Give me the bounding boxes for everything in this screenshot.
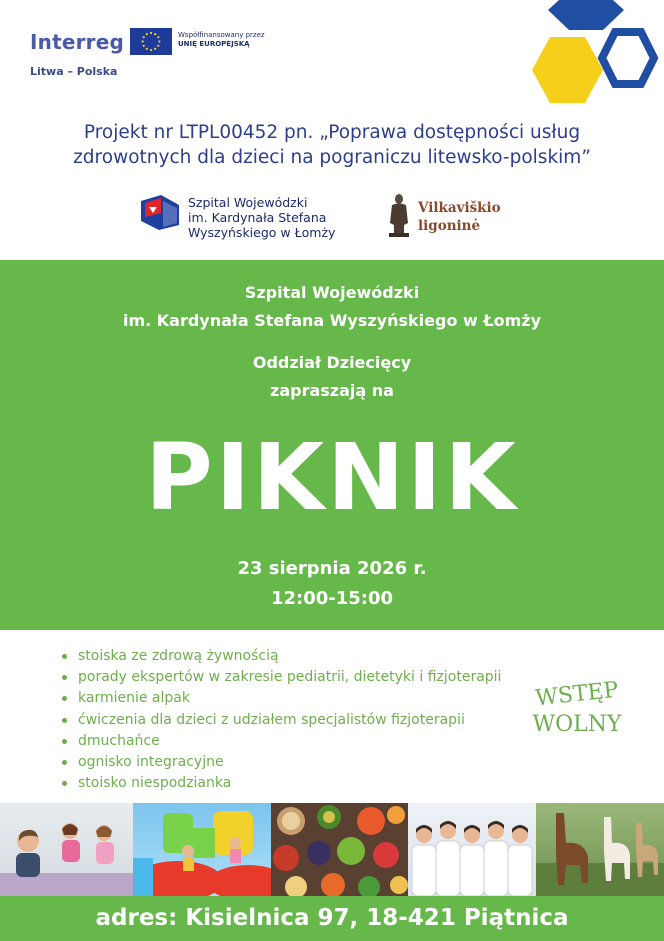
hexagon-decoration-icon: [515, 0, 664, 112]
bullet-icon: [62, 739, 67, 744]
bullet-icon: [62, 675, 67, 680]
department-name: Oddział Dziecięcy: [252, 353, 412, 372]
free-admission-line1: WSTĘP: [534, 677, 620, 712]
bullet-icon: [62, 781, 67, 786]
alpacas-photo: [536, 803, 664, 896]
hospital-logo-text: [188, 195, 335, 240]
hospital-logo-icon: [139, 193, 181, 231]
hospital-logo-line1: Szpital Wojewódzki: [188, 195, 308, 210]
project-title: [0, 120, 664, 170]
invite-text: zapraszają na: [270, 381, 394, 400]
bullet-icon: [62, 654, 67, 659]
interreg-logo: Interreg: [30, 30, 125, 54]
event-date: 23 sierpnia 2026 r.: [237, 558, 427, 579]
bullet-icon: [62, 760, 67, 765]
bullet-icon: [62, 718, 67, 723]
eu-flag-icon: [130, 28, 172, 55]
list-item: [62, 773, 501, 794]
organizer-line1: Szpital Wojewódzki: [244, 283, 420, 302]
healthy-food-photo: [271, 803, 408, 896]
invitation-panel: [0, 260, 664, 630]
medical-staff-photo: [408, 803, 536, 896]
list-item: [62, 710, 501, 731]
bullet-icon: [62, 696, 67, 701]
children-exercising-photo: [0, 803, 133, 896]
program-region: Litwa – Polska: [30, 65, 118, 78]
list-item-text: porady ekspertów w zakresie pediatrii, dietetyki i fizjoterapii: [78, 669, 502, 686]
organizer-line2: im. Kardynała Stefana Wyszyńskiego w Łomży: [122, 311, 542, 330]
vilkaviskis-hospital-logo: [418, 199, 501, 235]
photo-strip: [0, 803, 664, 896]
list-item-text: karmienie alpak: [78, 690, 190, 707]
vilkaviskis-line2: ligoninė: [418, 218, 481, 234]
event-address: adres: Kisielnica 97, 18-421 Piątnica: [95, 905, 569, 931]
vilkaviskis-line1: Vilkaviškio: [418, 200, 501, 216]
project-title-line1: Projekt nr LTPL00452 pn. „Poprawa dostępności usług: [83, 122, 581, 143]
vilkaviskis-statue-icon: [386, 193, 412, 237]
hospital-logo-line3: Wyszyńskiego w Łomży: [188, 225, 336, 240]
list-item-text: stoiska ze zdrową żywnością: [78, 648, 279, 664]
project-title-line2: zdrowotnych dla dzieci na pograniczu litewsko-polskim”: [73, 147, 591, 168]
list-item: [62, 646, 501, 667]
attractions-list: [62, 646, 501, 794]
event-time: 12:00-15:00: [270, 588, 394, 609]
list-item: [62, 688, 501, 709]
bouncy-castle-photo: [133, 803, 271, 896]
list-item-text: ćwiczenia dla dzieci z udziałem specjalistów fizjoterapii: [78, 711, 465, 728]
list-item: [62, 752, 501, 773]
list-item-text: ognisko integracyjne: [78, 754, 224, 771]
hospital-logo-line2: im. Kardynała Stefana: [188, 210, 327, 225]
list-item-text: dmuchańce: [78, 732, 160, 749]
eu-cofinanced-text: [178, 31, 265, 49]
event-title: PIKNIK: [145, 424, 519, 531]
list-item: [62, 731, 501, 752]
header: [0, 0, 664, 260]
list-item: [62, 667, 501, 688]
eu-text-line2: UNIĘ EUROPEJSKĄ: [178, 40, 250, 48]
free-admission-badge: [532, 677, 622, 740]
list-item-text: stoisko niespodzianka: [78, 775, 232, 792]
free-admission-line2: WOLNY: [532, 712, 622, 737]
address-bar: [0, 896, 664, 941]
eu-text-line1: Współfinansowany przez: [178, 31, 265, 39]
